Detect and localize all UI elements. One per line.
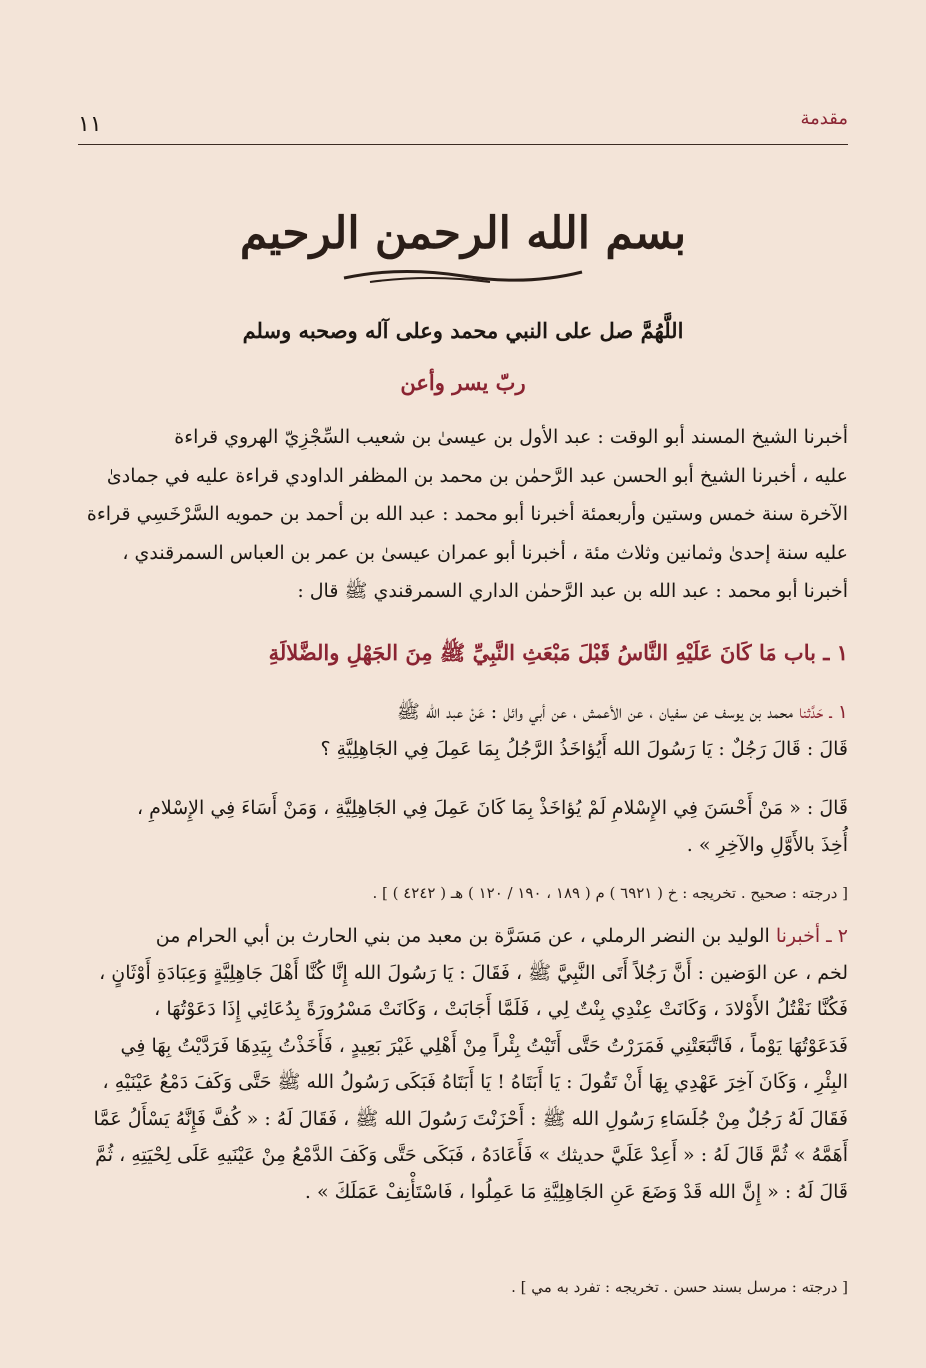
hadith-text: الوليد بن النضر الرملي ، عن مَسَرَّة بن معبد من بني الحارث بن أبي الحرام من	[155, 925, 770, 947]
hadith-text: محمد بن يوسف عن سفيان ، عن الأعمش ، عن أبي وائل : عَنْ عبد الله ﷺ	[396, 701, 793, 723]
hadith-1	[78, 694, 848, 768]
section-name: مقدمة	[800, 108, 848, 129]
hadith-line: فَكُنَّا نَقْتُلُ الأَوْلادَ ، وَكَانَتْ عِنْدِي بِنْتٌ لِي ، فَلَمَّا أَجَابَتْ ، وَكَانَتْ مَسْرُورَةً بِدُعَائِي إِذَا دَعَوْتُهَا ،	[154, 998, 848, 1020]
hadith-line: البِئْرِ ، وَكَانَ آخِرَ عَهْدِي بِهَا أَنْ تَقُولَ : يَا أَبَتَاهُ ! يَا أَبَتَاهُ فَبَكَى رَسُولُ الله ﷺ حَتَّى وَكَفَ دَمْعُ عَيْنَيْهِ ،	[102, 1071, 848, 1093]
basmala-text: بسم الله الرحمن الرحيم	[239, 208, 687, 259]
hadith-line	[78, 918, 848, 955]
hadith-line: فَدَعَوْتُهَا يَوْماً ، فَاتَّبَعَتْنِي فَمَرَرْتُ حَتَّى أَتَيْتُ بِئْراً مِنْ أَهْلِي غَيْرَ بَعِيدٍ ، فَأَخَذْتُ بِيَدِهَا فَرَدَّيْتُ بِهَا فِي	[120, 1034, 848, 1057]
hadith-1-answer	[78, 790, 848, 864]
chain-line: أخبرنا الشيخ المسند أبو الوقت : عبد الأول بن عيسىٰ بن شعيب السِّجْزِيّ الهروي قراءة	[174, 426, 848, 448]
chapter-title: ١ ـ باب مَا كَانَ عَلَيْهِ النَّاسُ قَبْلَ مَبْعَثِ النَّبِيِّ ﷺ مِنَ الجَهْلِ والضَّلالَةِ	[268, 640, 848, 665]
hadith-line: قَالَ : قَالَ رَجُلٌ : يَا رَسُولَ الله أَيُؤاخَذُ الرَّجُلُ بِمَا عَمِلَ فِي الجَاهِلِيَّةِ ؟	[320, 738, 848, 760]
hadith-2-grade: [ درجته : مرسل بسند حسن . تخريجه : تفرد به مي ] .	[511, 1278, 848, 1296]
hadith-1-grade: [ درجته : صحيح . تخريجه : خ ( ٦٩٢١ ) م ( ١٨٩ ، ١٩٠ / ١٢٠ ) هـ ( ٤٢٤٢ ) ] .	[372, 884, 848, 902]
page-number: ١١	[78, 112, 102, 137]
running-header	[78, 104, 848, 145]
hadith-line: قَالَ لَهُ : « إِنَّ الله قَدْ وَضَعَ عَنِ الجَاهِلِيَّةِ مَا عَمِلُوا ، فَاسْتَأْنِفْ عَمَلَكَ » .	[304, 1180, 848, 1203]
chain-line: أخبرنا أبو محمد : عبد الله بن عبد الرَّحمٰن الداري السمرقندي ﷺ قال :	[297, 580, 848, 602]
hadith-line: أُخِذَ بالأَوَّلِ والآخِرِ » .	[686, 834, 848, 856]
invocation: اللَّهُمَّ صل على النبي محمد وعلى آله وصحبه وسلم	[242, 318, 684, 343]
hadith-line: فَقَالَ لَهُ رَجُلٌ مِنْ جُلَسَاءِ رَسُولِ الله ﷺ : أَحْزَنْتَ رَسُولَ الله ﷺ ، فَقَالَ لَهُ : « كُفَّ فَإِنَّهُ يَسْأَلُ عَمَّا	[93, 1107, 848, 1130]
supplication: ربّ يسر وأعن	[400, 370, 526, 395]
calligraphy-flourish-icon	[340, 264, 586, 286]
hadith-lead: ١ ـ حَدَّثنا	[798, 701, 848, 723]
hadith-2	[78, 918, 848, 1210]
isnad-chain	[78, 418, 848, 611]
basmala-calligraphy	[0, 208, 926, 259]
hadith-line: قَالَ : « مَنْ أَحْسَنَ فِي الإِسْلامِ لَمْ يُؤاخَذْ بِمَا كَانَ عَمِلَ فِي الجَاهِلِيَّةِ ، وَمَنْ أَسَاءَ فِي الإِسْلامِ ،	[136, 797, 848, 819]
hadith-line	[78, 694, 848, 731]
hadith-line: أَهَمَّهُ » ثُمَّ قَالَ لَهُ : « أَعِدْ عَلَيَّ حديثك » فَأَعَادَهُ ، فَبَكَى حَتَّى وَكَفَ الدَّمْعُ مِنْ عَيْنَيهِ عَلَى لِحْيَتِهِ ، ثُمَّ	[95, 1144, 848, 1166]
hadith-lead: ٢ ـ أخبرنا	[775, 925, 848, 947]
chain-line: الآخرة سنة خمس وستين وأربعمئة أخبرنا أبو محمد : عبد الله بن أحمد بن حمويه السَّرْخَسِي قراءة	[86, 503, 848, 525]
chain-line: عليه ، أخبرنا الشيخ أبو الحسن عبد الرَّحمٰن بن محمد بن المظفر الداودي قراءة عليه في جمادىٰ	[106, 464, 848, 487]
chain-line: عليه سنة إحدىٰ وثمانين وثلاث مئة ، أخبرنا أبو عمران عيسىٰ بن عمر بن العباس السمرقندي ،	[122, 541, 848, 564]
hadith-line: لخم ، عن الوَضين : أَنَّ رَجُلاً أَتَى النَّبِيَّ ﷺ ، فَقَالَ : يَا رَسُولَ الله إِنَّا كُنَّا أَهْلَ جَاهِلِيَّةٍ وَعِبَادَةِ أَوْثَانٍ ،	[99, 961, 848, 984]
